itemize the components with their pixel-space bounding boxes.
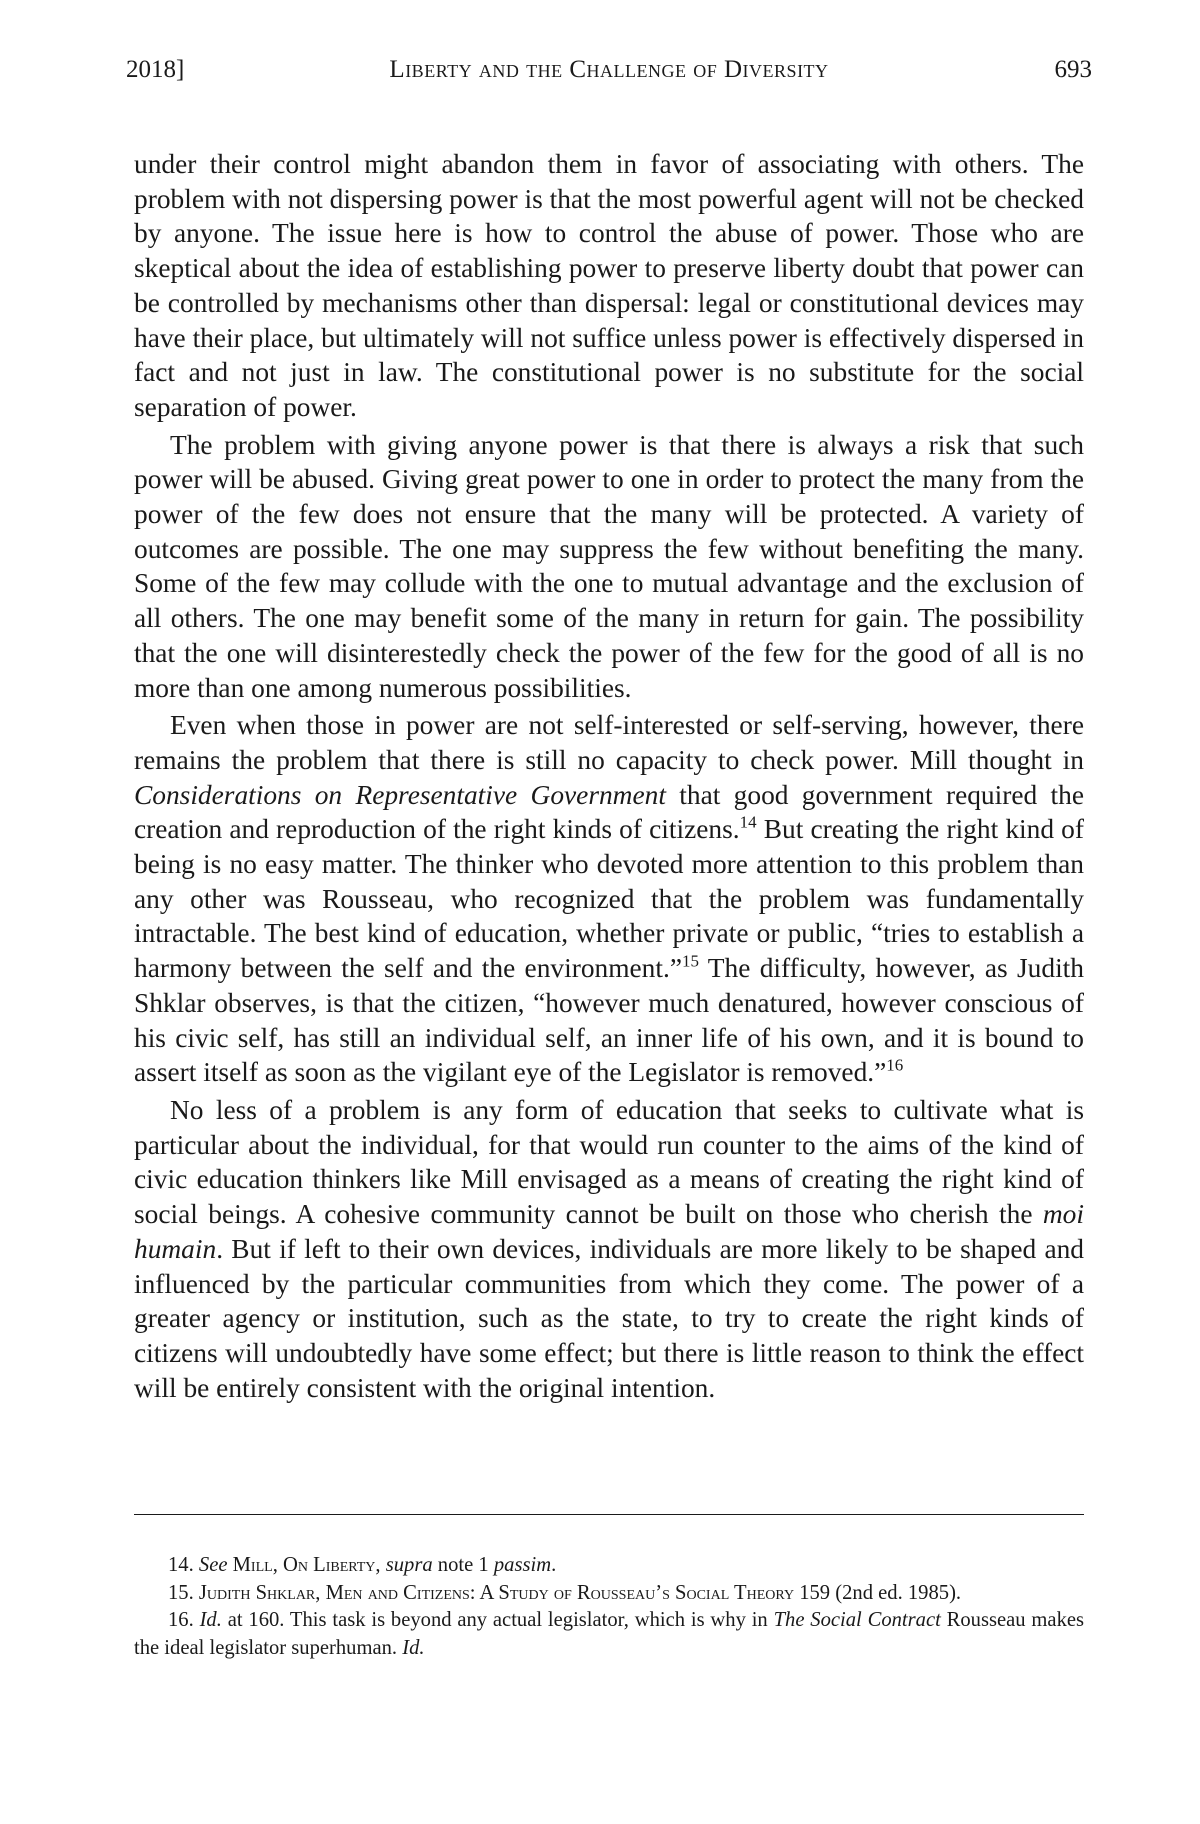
term-moi-humain: moi humain — [134, 1199, 1084, 1264]
footnote-ref-15[interactable]: 15 — [682, 951, 699, 971]
footnote-15 — [134, 1580, 1084, 1608]
page-number: 693 — [1054, 56, 1092, 83]
paragraph-1: under their control might abandon them in favor of associating with others. The problem with not dispersing power is that the most powerful agent will not be checked by anyone. The issue here is how to control the abuse of power. Those who are skeptical about the idea of establishing power to preserve liberty doubt that power can be controlled by mechanisms other than dispersal: legal or constitutional devices may have their place, but ultimately will not suffice unless power is effectively dispersed in fact and not just in law. The constitutional power is no substitute for the social separation of power. — [134, 149, 1084, 422]
footnote-15-citation: Judith Shklar, Men and Citizens: A Study of Rousseau’s Social Theory — [198, 1581, 795, 1604]
footnote-16 — [134, 1607, 1084, 1662]
volume-year: 2018] — [126, 56, 185, 83]
footnotes — [134, 1552, 1084, 1662]
paragraph-3-text-a: Even when those in power are not self-interested or self-serving, however, there remains the problem that there is still no capacity to check power. Mill thought in — [134, 710, 1084, 775]
footnote-divider — [134, 1514, 1084, 1515]
paragraph-3-text-d: The difficulty, however, as Judith Shklar observes, is that the citizen, “however much denatured, however conscious of his civic self, has still an individual self, an inner life of his own, and it is bound to assert itself as soon as the vigilant eye of the Legislator is removed.” — [134, 953, 1084, 1088]
footnote-15-number: 15. — [168, 1581, 199, 1604]
main-text — [134, 147, 1084, 1405]
footnote-14-supra: supra — [385, 1554, 433, 1576]
paragraph-4-text-a: No less of a problem is any form of education that seeks to cultivate what is particular about the individual, for that would run counter to the aims of the kind of civic education thinkers like Mill envisaged as a means of creating the right kind of social beings. A cohesive community cannot be built on those who cherish the — [134, 1094, 1084, 1230]
paragraph-3-text-c: But creating the right kind of being is no easy matter. The thinker who devoted more attention to this problem than any other was Rousseau, who recognized that the problem was fundamentally intractable. The best kind of education, whether private or public, “tries to establish a harmony between the self and the environment.” — [134, 814, 1084, 984]
footnote-14-number: 14. — [168, 1554, 199, 1576]
running-header — [126, 56, 1092, 96]
footnote-14-note: note 1 — [432, 1554, 494, 1576]
paragraph-4-text-b: . But if left to their own devices, individuals are more likely to be shaped and influenced by the particular communities from which they come. The power of a greater agency or institution, such as the state, to try to create the right kinds of citizens will undoubtedly have some effect; but there is little reason to think the effect will be entirely consistent with the original intention. — [134, 1233, 1084, 1403]
footnote-16-id: Id. — [199, 1609, 222, 1631]
footnote-16-number: 16. — [168, 1609, 200, 1631]
paragraph-3-text-b: that good government required the creation and reproduction of the right kinds of citizens. — [134, 779, 1085, 845]
paragraph-4 — [134, 1093, 1084, 1405]
footnote-ref-16[interactable]: 16 — [886, 1055, 904, 1075]
footnote-14-end: . — [551, 1554, 557, 1576]
running-title: Liberty and the Challenge of Diversity — [389, 56, 829, 83]
footnote-14-signal: See — [198, 1554, 228, 1576]
paragraph-3 — [134, 708, 1084, 1090]
footnote-15-rest: 159 (2nd ed. 1985). — [794, 1581, 962, 1604]
footnote-14 — [134, 1552, 1084, 1580]
paragraph-2: The problem with giving anyone power is that there is always a risk that such power will be abused. Giving great power to one in order to protect the many from the power of the few does not ensure that the many will be protected. A variety of outcomes are possible. The one may suppress the few without benefiting the many. Some of the few may collude with the one to mutual advantage and the exclusion of all others. The one may benefit some of the many in return for gain. The possibility that the one will disinterestedly check the power of the few for the good of all is no more than one among numerous possibilities. — [134, 429, 1084, 703]
footnote-16-book-title: The Social Contract — [773, 1609, 941, 1631]
footnote-14-passim: passim — [493, 1554, 552, 1576]
footnote-16-id-end: Id. — [402, 1636, 425, 1659]
footnote-ref-14[interactable]: 14 — [739, 812, 757, 832]
footnote-16-text-a: at 160. This task is beyond any actual legislator, which is why in — [221, 1609, 774, 1631]
book-title-considerations: Considerations on Representative Government — [134, 779, 666, 810]
footnote-16-text-b: Rousseau makes the ideal legislator superhuman. — [134, 1609, 1085, 1659]
footnote-14-citation: Mill, On Liberty, — [227, 1554, 386, 1576]
